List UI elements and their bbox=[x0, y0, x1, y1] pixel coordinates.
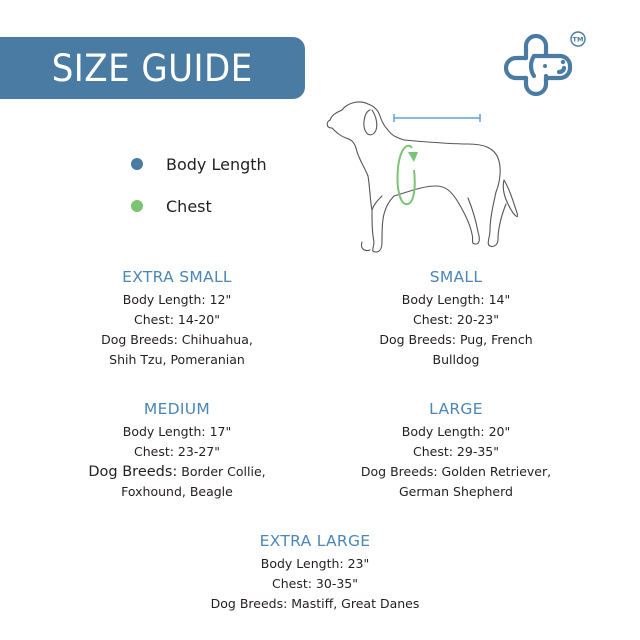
breeds-line: Dog Breeds: Golden Retriever, bbox=[360, 464, 552, 479]
legend-item-chest bbox=[130, 185, 267, 227]
size-title: SMALL bbox=[429, 268, 483, 286]
size-extra-large bbox=[185, 532, 445, 614]
chest-value: Chest: 20-23" bbox=[412, 312, 499, 327]
breeds-prefix: Dog Breeds: bbox=[88, 464, 178, 480]
breeds-line bbox=[47, 462, 307, 482]
size-small bbox=[326, 268, 586, 370]
breeds-line: Shih Tzu, Pomeranian bbox=[109, 352, 245, 367]
size-title: MEDIUM bbox=[143, 400, 211, 418]
size-medium bbox=[47, 400, 307, 502]
chest-value: Chest: 29-35" bbox=[412, 444, 499, 459]
size-guide-banner bbox=[0, 37, 305, 99]
body-length-value: Body Length: 23" bbox=[260, 556, 370, 571]
breeds-line: Bulldog bbox=[432, 352, 480, 367]
size-large bbox=[326, 400, 586, 502]
legend-label: Body Length bbox=[166, 154, 267, 174]
size-title: EXTRA LARGE bbox=[259, 532, 371, 550]
svg-text:TM: TM bbox=[572, 35, 584, 44]
breeds-list: Border Collie, bbox=[177, 464, 266, 479]
size-title: LARGE bbox=[429, 400, 483, 418]
dog-illustration bbox=[318, 92, 518, 262]
size-title: EXTRA SMALL bbox=[122, 268, 232, 286]
breeds-line: Foxhound, Beagle bbox=[121, 484, 233, 499]
breeds-line: Dog Breeds: Mastiff, Great Danes bbox=[210, 596, 420, 611]
body-length-value: Body Length: 17" bbox=[122, 424, 232, 439]
breeds-line: Dog Breeds: Chihuahua, bbox=[101, 332, 253, 347]
body-length-value: Body Length: 14" bbox=[401, 292, 511, 307]
body-length-value: Body Length: 12" bbox=[122, 292, 232, 307]
breeds-line: German Shepherd bbox=[399, 484, 513, 499]
chest-dot-icon bbox=[131, 200, 143, 212]
chest-value: Chest: 23-27" bbox=[133, 444, 220, 459]
legend-item-body-length bbox=[130, 143, 267, 185]
chest-value: Chest: 14-20" bbox=[133, 312, 220, 327]
page-title: SIZE GUIDE bbox=[52, 46, 253, 90]
breeds-line: Dog Breeds: Pug, French bbox=[379, 332, 533, 347]
size-extra-small bbox=[47, 268, 307, 370]
legend-label: Chest bbox=[166, 196, 212, 216]
chest-value: Chest: 30-35" bbox=[271, 576, 358, 591]
legend bbox=[130, 143, 267, 227]
body-length-value: Body Length: 20" bbox=[401, 424, 511, 439]
dog-cross-logo-icon bbox=[504, 28, 588, 100]
body-length-dot-icon bbox=[131, 158, 143, 170]
